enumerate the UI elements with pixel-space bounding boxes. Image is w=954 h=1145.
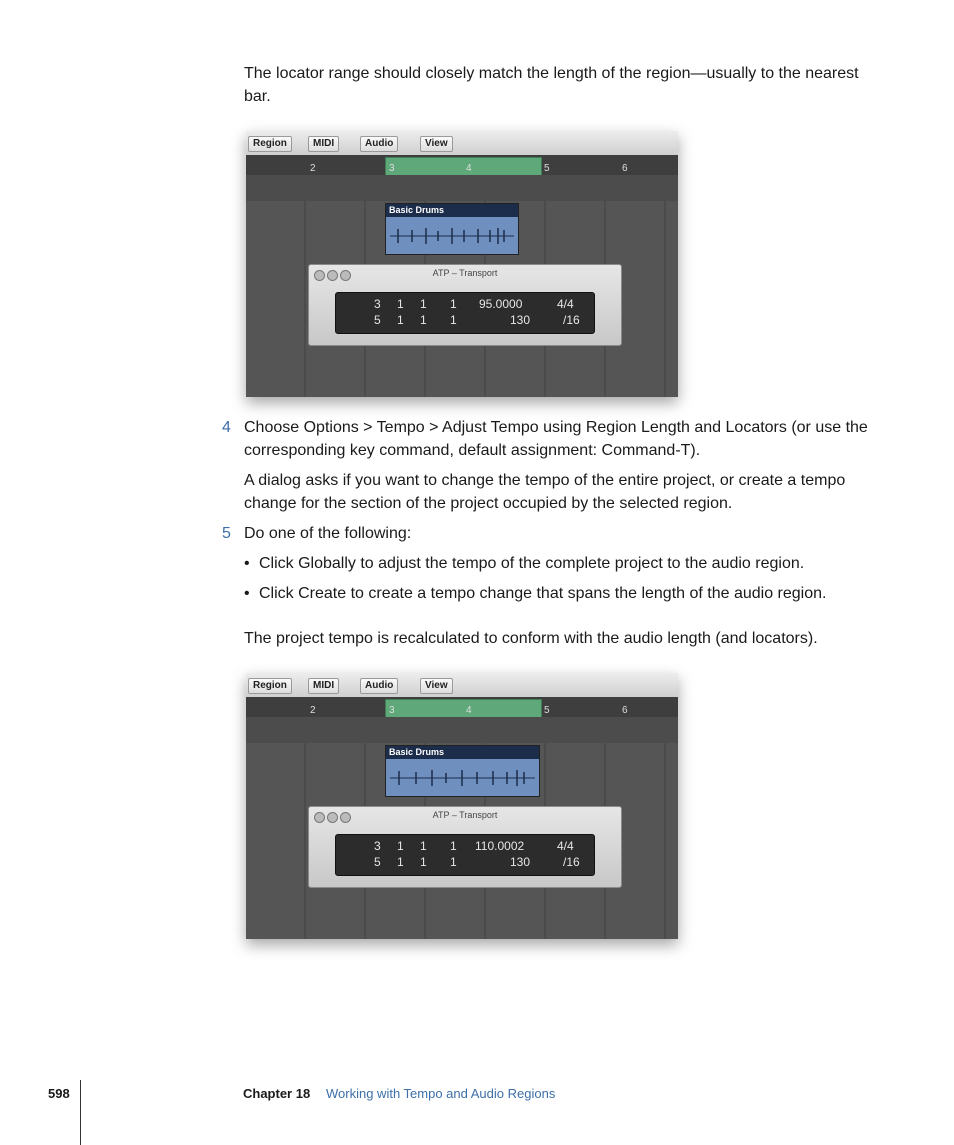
bullet-create: Click Create to create a tempo change that spans the length of the audio region.	[259, 585, 827, 602]
ruler-bar-3: 3	[389, 705, 395, 716]
lcd-beat: 1	[397, 297, 404, 311]
lcd-division: 1	[420, 839, 427, 853]
lcd-beat: 1	[397, 839, 404, 853]
transport-display	[335, 834, 595, 876]
ruler-bar-2: 2	[310, 705, 316, 716]
menu-region[interactable]: Region	[248, 678, 292, 694]
bullet-marker: •	[244, 555, 250, 572]
intro-paragraph: The locator range should closely match the length of the region—usually to the nearest bar.	[244, 65, 859, 105]
menu-view[interactable]: View	[420, 136, 453, 152]
menu-view[interactable]: View	[420, 678, 453, 694]
footer-divider	[80, 1080, 81, 1145]
lcd-tick-2: 1	[450, 313, 457, 327]
ruler-bar-4: 4	[466, 705, 472, 716]
lcd-division-2: 1	[420, 313, 427, 327]
screenshot-before	[246, 131, 678, 397]
lcd-division: 1	[420, 297, 427, 311]
ruler-bar-4: 4	[466, 163, 472, 174]
audio-region[interactable]	[385, 745, 540, 797]
menu-region[interactable]: Region	[248, 136, 292, 152]
tick-row	[246, 717, 678, 744]
menu-midi[interactable]: MIDI	[308, 136, 339, 152]
lcd-tick-2: 1	[450, 855, 457, 869]
page-number: 598	[48, 1086, 70, 1101]
step-4-text: Choose Options > Tempo > Adjust Tempo using Region Length and Locators (or use the corresponding key command, default assignment: Command-T).	[244, 419, 868, 459]
waveform-icon	[390, 226, 514, 246]
menu-audio[interactable]: Audio	[360, 678, 398, 694]
lcd-bar: 3	[374, 297, 381, 311]
lcd-tempo: 95.0000	[479, 297, 523, 311]
lcd-signature: 4/4	[557, 839, 574, 853]
tick-row	[246, 175, 678, 202]
chapter-label: Chapter 18	[243, 1086, 311, 1101]
ruler-bar-5: 5	[544, 705, 550, 716]
lcd-bpm: 130	[510, 855, 531, 869]
region-title: Basic Drums	[386, 746, 539, 759]
screenshot-after	[246, 673, 678, 939]
menu-audio[interactable]: Audio	[360, 136, 398, 152]
waveform-icon	[390, 768, 535, 788]
region-title: Basic Drums	[386, 204, 518, 217]
lcd-bar: 3	[374, 839, 381, 853]
lcd-beat-2: 1	[397, 313, 404, 327]
menu-bar	[246, 131, 678, 156]
lcd-bar-2: 5	[374, 313, 381, 327]
lcd-tick: 1	[450, 839, 457, 853]
transport-display	[335, 292, 595, 334]
bullet-globally: Click Globally to adjust the tempo of the complete project to the audio region.	[259, 555, 805, 572]
ruler-bar-6: 6	[622, 163, 628, 174]
cycle-region[interactable]	[385, 699, 542, 718]
ruler-bar-2: 2	[310, 163, 316, 174]
lcd-tick: 1	[450, 297, 457, 311]
step-4-note: A dialog asks if you want to change the tempo of the entire project, or create a tempo change for the section of the project occupied by the selected region.	[244, 472, 846, 512]
step-4-number: 4	[222, 419, 231, 436]
menu-bar	[246, 673, 678, 698]
step-5-text: Do one of the following:	[244, 525, 412, 542]
step-5-number: 5	[222, 525, 231, 542]
audio-region[interactable]	[385, 203, 519, 255]
transport-title: ATP – Transport	[432, 268, 498, 278]
cycle-region[interactable]	[385, 157, 542, 176]
transport-window[interactable]	[308, 806, 622, 888]
bullet-marker: •	[244, 585, 250, 602]
lcd-division-value: /16	[563, 313, 580, 327]
ruler-bar-3: 3	[389, 163, 395, 174]
lcd-beat-2: 1	[397, 855, 404, 869]
lcd-division-value: /16	[563, 855, 580, 869]
transport-title: ATP – Transport	[432, 810, 498, 820]
result-paragraph: The project tempo is recalculated to conform with the audio length (and locators).	[244, 630, 818, 647]
menu-midi[interactable]: MIDI	[308, 678, 339, 694]
lcd-bar-2: 5	[374, 855, 381, 869]
lcd-signature: 4/4	[557, 297, 574, 311]
ruler-bar-6: 6	[622, 705, 628, 716]
lcd-tempo: 110.0002	[475, 839, 525, 853]
transport-window[interactable]	[308, 264, 622, 346]
lcd-bpm: 130	[510, 313, 531, 327]
ruler-bar-5: 5	[544, 163, 550, 174]
lcd-division-2: 1	[420, 855, 427, 869]
chapter-title: Working with Tempo and Audio Regions	[326, 1086, 556, 1101]
